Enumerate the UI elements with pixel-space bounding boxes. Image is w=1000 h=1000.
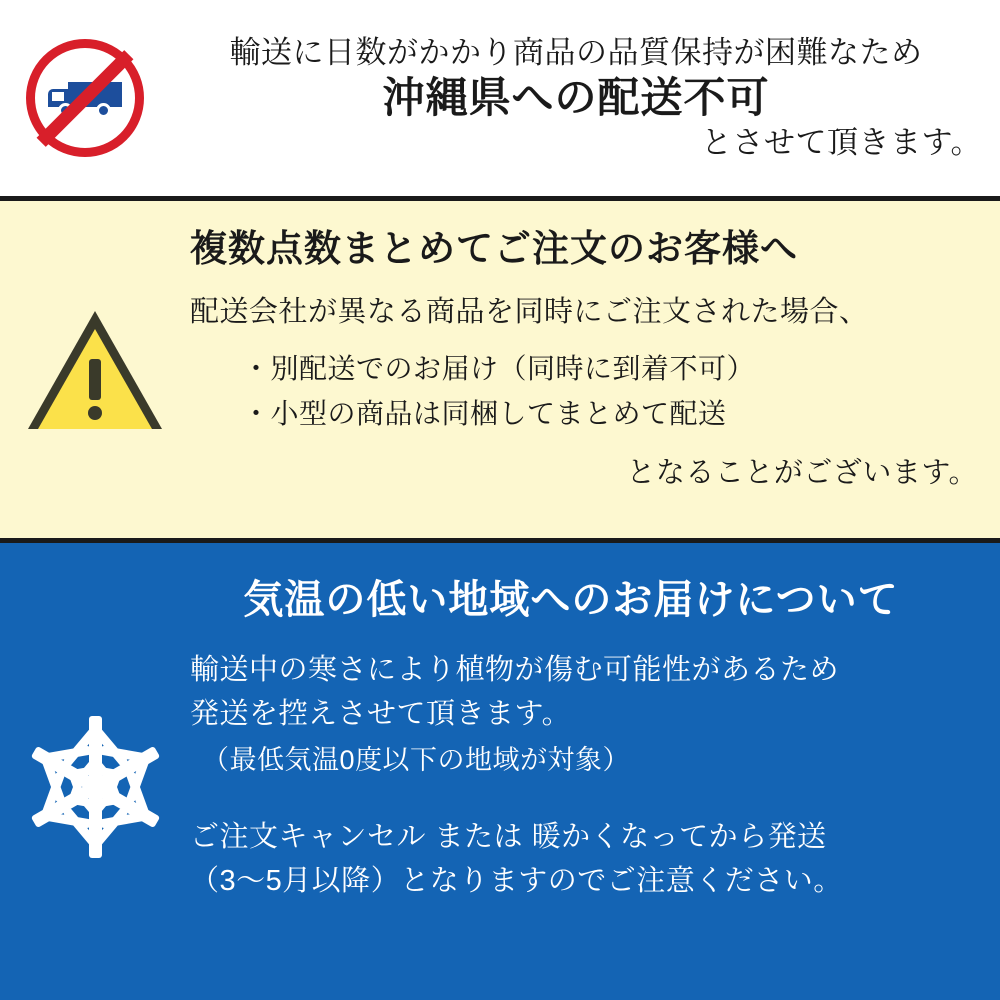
cold-region-title: 気温の低い地域へのお届けについて [243,578,899,622]
cold-region-paragraph1-line1: 輸送中の寒さにより植物が傷む可能性があるため [190,654,840,686]
multiple-items-footer: となることがございます。 [626,457,978,490]
multiple-items-subtitle: 配送会社が異なる商品を同時にご注文された場合、 [190,295,869,328]
okinawa-closing-text: とさせて頂きます。 [700,125,982,161]
cold-region-note: （最低気温0度以下の地域が対象） [202,745,631,775]
warning-icon-wrap [0,201,190,538]
multiple-items-text-column [190,201,1000,491]
multiple-items-title: 複数点数まとめてご注文のお客様へ [190,228,798,269]
cold-region-paragraph2-line2: （3〜5月以降）となりますのでご注意ください。 [190,865,843,898]
okinawa-reason-text: 輸送に日数がかかり商品の品質保持が困難なため [229,35,923,71]
list-item: ・別配送でのお届け（同時に到着不可） [242,352,756,384]
cold-region-section [0,543,1000,1000]
cold-region-paragraph2-line1: ご注文キャンセル または 暖かくなってから発送 [190,820,827,853]
multiple-items-bullet-list [242,347,980,437]
snowflake-icon [20,712,170,862]
no-truck-icon-wrap [0,39,170,157]
okinawa-text-column [170,35,1000,161]
multiple-items-section [0,201,1000,538]
okinawa-notice-section [0,0,1000,196]
list-item: ・小型の商品は同梱してまとめて配送 [242,397,727,429]
okinawa-headline: 沖縄県への配送不可 [382,73,770,121]
snowflake-icon-wrap [0,543,190,1000]
cold-region-paragraph1-line2: 発送を控えさせて頂きます。 [190,697,572,730]
cold-region-text-column [190,543,1000,904]
no-truck-icon [26,39,144,157]
warning-triangle-icon [28,311,162,429]
